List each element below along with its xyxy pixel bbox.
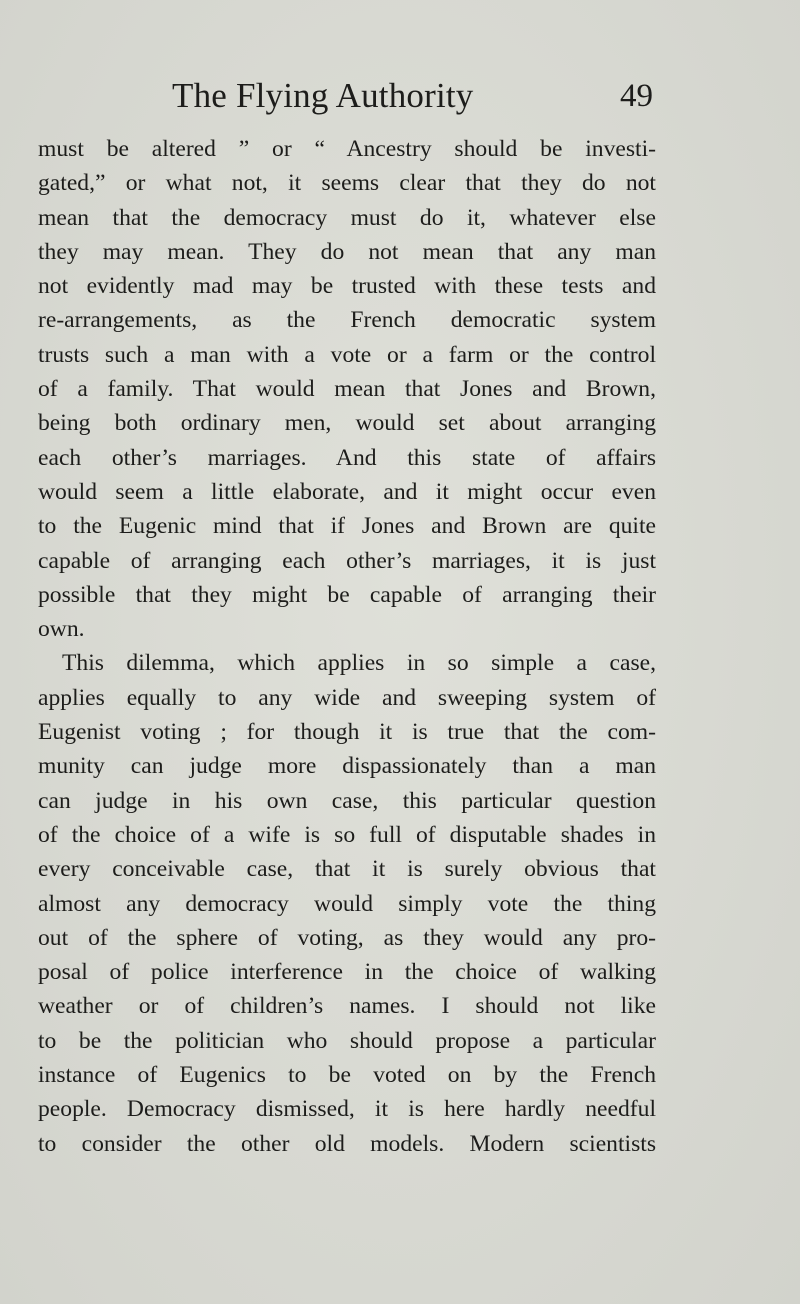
- text-line: mean that the democracy must do it, whatever else: [38, 204, 656, 231]
- running-title: The Flying Authority: [172, 76, 474, 115]
- text-line: re-arrangements, as the French democratic system: [38, 307, 656, 334]
- running-head: [0, 72, 800, 132]
- text-line: of the choice of a wife is so full of disputable shades in: [38, 821, 656, 848]
- text-line: almost any democracy would simply vote the thing: [38, 890, 656, 917]
- text-line: posal of police interference in the choice of walking: [38, 959, 656, 986]
- text-line: applies equally to any wide and sweeping system of: [38, 684, 656, 711]
- page-number: 49: [620, 78, 653, 114]
- text-line: This dilemma, which applies in so simple a case,: [62, 650, 656, 677]
- text-line: out of the sphere of voting, as they would any pro-: [38, 924, 656, 951]
- text-line: must be altered ” or “ Ancestry should be investi-: [38, 136, 656, 162]
- text-line: to the Eugenic mind that if Jones and Brown are quite: [38, 513, 656, 540]
- text-line: of a family. That would mean that Jones and Brown,: [38, 376, 656, 403]
- text-line: being both ordinary men, would set about arranging: [38, 410, 656, 437]
- text-line: munity can judge more dispassionately than a man: [38, 753, 656, 780]
- text-line: every conceivable case, that it is surely obvious that: [38, 856, 656, 883]
- text-line: to consider the other old models. Modern scientists: [38, 1130, 656, 1157]
- text-line: to be the politician who should propose a particular: [38, 1027, 656, 1054]
- text-line: capable of arranging each other’s marriages, it is just: [38, 547, 656, 574]
- text-line: would seem a little elaborate, and it might occur even: [38, 478, 656, 505]
- text-line: instance of Eugenics to be voted on by the French: [38, 1062, 656, 1089]
- text-line: Eugenist voting ; for though it is true that the com-: [38, 719, 656, 746]
- text-line: can judge in his own case, this particular question: [38, 787, 656, 814]
- text-line: each other’s marriages. And this state of affairs: [38, 444, 656, 471]
- text-line: they may mean. They do not mean that any man: [38, 238, 656, 265]
- text-line: not evidently mad may be trusted with these tests and: [38, 273, 656, 300]
- text-line: own.: [38, 616, 85, 643]
- text-line: possible that they might be capable of arranging their: [38, 581, 656, 608]
- body-text: [38, 132, 656, 1161]
- text-line: people. Democracy dismissed, it is here hardly needful: [38, 1096, 656, 1123]
- text-line: gated,” or what not, it seems clear that they do not: [38, 170, 656, 197]
- text-line: weather or of children’s names. I should not like: [38, 993, 656, 1020]
- text-line: trusts such a man with a vote or a farm or the control: [38, 341, 656, 368]
